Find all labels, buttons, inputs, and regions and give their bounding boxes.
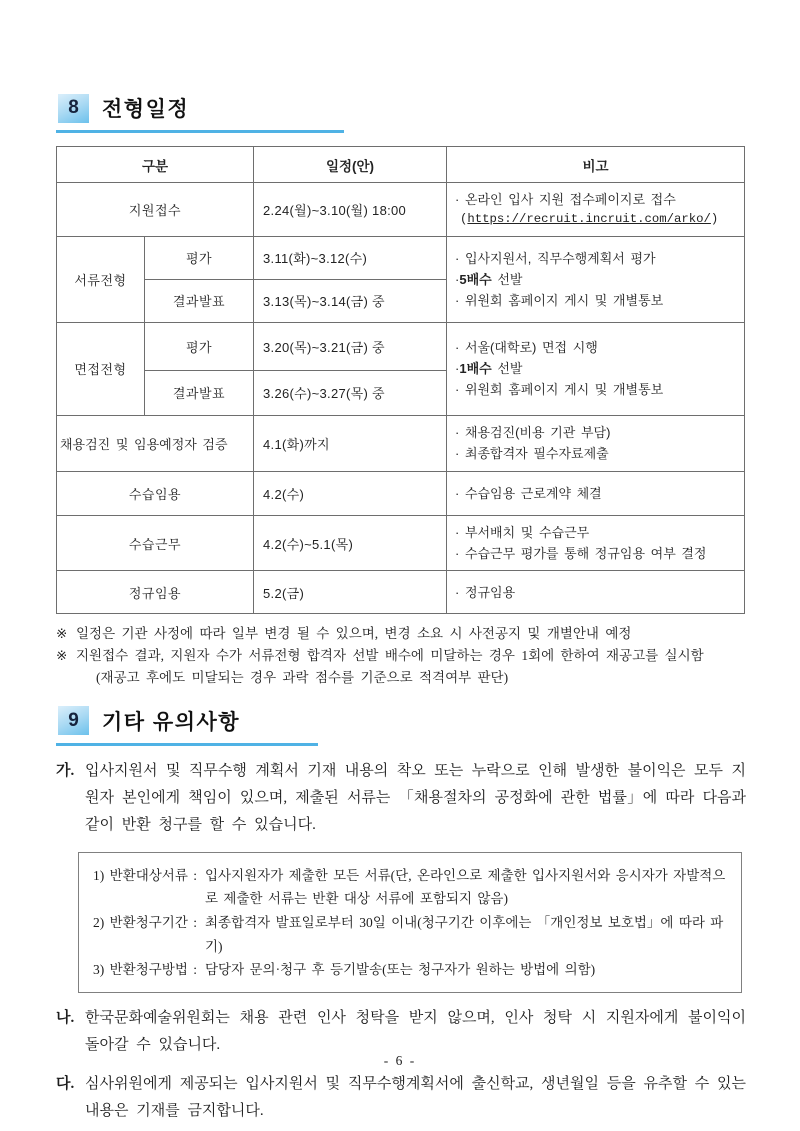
footnote-2-continuation [56,667,746,689]
header-remarks: 비고 [447,147,745,183]
table-row-document-eval [57,236,745,279]
table-row-apply [57,183,745,237]
section-9-header [56,706,318,746]
document-result-schedule: 3.13(목)~3.14(금) 중 [254,279,447,322]
probation-work-remark-line1: · 부서배치 및 수습근무 [455,524,590,540]
header-category: 구분 [57,147,254,183]
probation-appoint-remark-line1: · 수습임용 근로계약 체결 [455,485,602,501]
footnote-2-cont-text: (재공고 후에도 미달되는 경우 과락 점수를 기준으로 적격여부 판단) [96,669,509,685]
return-item-3-text: 담당자 문의·청구 후 등기발송(또는 청구자가 원하는 방법에 의함) [205,962,596,978]
header-schedule: 일정(안) [254,147,447,183]
table-row-interview-eval [57,322,745,370]
footnote-marker: ※ [56,626,68,642]
section-9-title: 기타 유의사항 [102,710,241,734]
table-header-row [57,147,745,183]
table-row-probation-appointment [57,471,745,515]
interview-sub-eval: 평가 [145,322,254,370]
interview-remark-line1: · 서울(대학로) 면접 시행 [455,340,598,356]
paragraph-na [56,1005,746,1059]
document-eval-schedule: 3.11(화)~3.12(수) [254,236,447,279]
section-8-title: 전형일정 [102,98,190,121]
paragraph-ga-marker: 가. [56,762,75,779]
paragraph-na-marker: 나. [56,1009,75,1026]
probation-appoint-category: 수습임용 [57,471,254,515]
return-request-box [78,852,742,993]
return-item-2-label: 2) 반환청구기간 : [93,914,197,930]
interview-remarks [447,322,745,415]
footnote-spacer [56,667,76,689]
table-footnotes [56,623,746,689]
interview-sub-result: 결과발표 [145,370,254,415]
bullet: · [455,271,460,287]
document-remark-line2 [455,269,740,290]
interview-category: 면접전형 [57,322,145,415]
url-open-paren: ( [460,212,468,227]
paragraph-na-text: 한국문화예술위원회는 채용 관련 인사 청탁을 받지 않으며, 인사 청탁 시 지원자에게 불이익이 돌아갈 수 있습니다. [85,1009,746,1053]
section-8-number-badge: 8 [58,94,89,123]
footnote-1 [56,623,746,645]
probation-appoint-schedule: 4.2(수) [254,471,447,515]
url-close-paren: ) [710,212,719,227]
check-remark-line2: · 최종합격자 필수자료제출 [455,446,609,462]
document-sub-eval: 평가 [145,236,254,279]
interview-remark-line2 [455,358,740,379]
paragraph-ga [56,758,746,839]
apply-category: 지원접수 [57,183,254,237]
probation-appoint-remarks [447,471,745,515]
section-8-header [56,93,344,133]
document-remark-line3: · 위원회 홈페이지 게시 및 개별통보 [455,292,664,308]
footnote-2-text: 지원접수 결과, 지원자 수가 서류전형 합격자 선발 배수에 미달하는 경우 1회에 한하여 재공고를 실시함 [76,647,704,663]
table-row-regular-appointment [57,571,745,614]
page-number: - 6 - [383,1053,417,1068]
document-remark-line1: · 입사지원서, 직무수행계획서 평가 [455,250,656,266]
check-category: 채용검진 및 임용예정자 검증 [57,415,254,471]
table-row-probation-work [57,515,745,570]
regular-remark-line1: · 정규임용 [455,584,516,600]
footnote-2 [56,645,746,667]
check-remarks [447,415,745,471]
paragraph-da-marker: 다. [56,1075,75,1092]
paragraph-ga-text: 입사지원서 및 직무수행 계획서 기재 내용의 착오 또는 누락으로 인해 발생한 불이익은 모두 지원자 본인에게 책임이 있으며, 제출된 서류는 「채용절차의 공정화에 관한 법률」에 따라 다음과 같이 반환 청구를 할 수 있습니다. [85,762,746,833]
probation-work-schedule: 4.2(수)~5.1(목) [254,515,447,570]
apply-schedule: 2.24(월)~3.10(월) 18:00 [254,183,447,237]
interview-result-schedule: 3.26(수)~3.27(목) 중 [254,370,447,415]
apply-remark-line1: · 온라인 입사 지원 접수페이지로 접수 [455,192,676,207]
apply-remark-line2 [455,210,740,230]
document-remark-line2-rest: 선발 [491,271,523,287]
regular-schedule: 5.2(금) [254,571,447,614]
interview-eval-schedule: 3.20(목)~3.21(금) 중 [254,322,447,370]
interview-remark-line3: · 위원회 홈페이지 게시 및 개별통보 [455,382,664,398]
schedule-table [56,146,745,614]
return-item-1-label: 1) 반환대상서류 : [93,867,197,883]
document-category: 서류전형 [57,236,145,322]
return-item-3 [93,958,729,982]
regular-category: 정규임용 [57,571,254,614]
page-content [56,0,746,1125]
paragraph-da [56,1071,746,1125]
footnote-marker: ※ [56,647,68,663]
document-remarks [447,236,745,322]
bullet: · [455,361,460,377]
interview-multiple-bold: 1배수 [459,361,492,377]
paragraph-da-text: 심사위원에게 제공되는 입사지원서 및 직무수행계획서에 출신학교, 생년월일 등을 유추할 수 있는 내용은 기재를 금지합니다. [85,1075,746,1119]
probation-work-remark-line2: · 수습근무 평가를 통해 정규임용 여부 결정 [455,546,707,561]
document-multiple-bold: 5배수 [459,271,492,287]
check-schedule: 4.1(화)까지 [254,415,447,471]
section-9-number-badge: 9 [58,706,89,735]
table-row-health-check [57,415,745,471]
probation-work-category: 수습근무 [57,515,254,570]
apply-remarks [447,183,745,237]
return-item-1 [93,864,729,911]
document-sub-result: 결과발표 [145,279,254,322]
interview-remark-line2-rest: 선발 [491,361,523,377]
application-url-link[interactable]: https://recruit.incruit.com/arko/ [467,212,711,227]
return-item-1-text: 입사지원자가 제출한 모든 서류(단, 온라인으로 제출한 입사지원서와 응시자가 자발적으로 제출한 서류는 반환 대상 서류에 포함되지 않음) [205,867,726,907]
footnote-1-text: 일정은 기관 사정에 따라 일부 변경 될 수 있으며, 변경 소요 시 사전공지 및 개별안내 예정 [76,626,632,642]
return-item-2-text: 최종합격자 발표일로부터 30일 이내(청구기간 이후에는 「개인정보 보호법」에 따라 파기) [205,914,724,954]
return-item-2 [93,911,729,958]
return-item-3-label: 3) 반환청구방법 : [93,962,197,978]
probation-work-remarks [447,515,745,570]
check-remark-line1: · 채용검진(비용 기관 부담) [455,425,611,441]
regular-remarks [447,571,745,614]
